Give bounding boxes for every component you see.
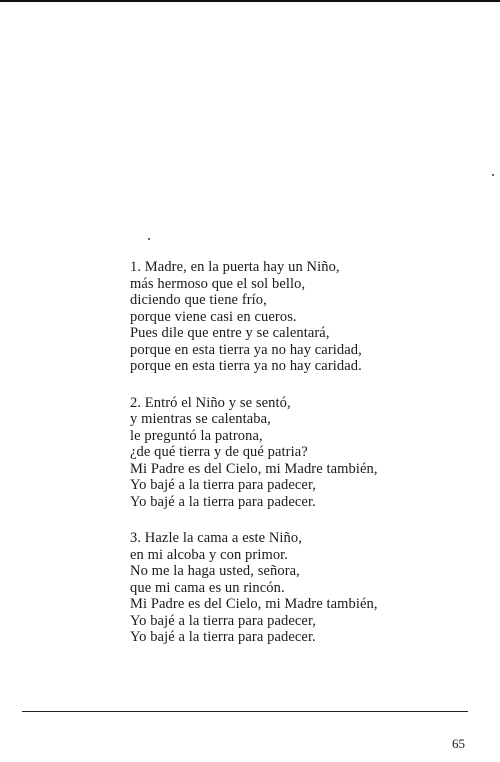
stanza-3 — [130, 530, 470, 646]
poem-line: le preguntó la patrona, — [130, 427, 263, 444]
poem-line: 3. Hazle la cama a este Niño, — [130, 530, 302, 546]
poem-line: porque viene casi en cueros. — [130, 308, 297, 325]
poem-line: porque en esta tierra ya no hay caridad, — [130, 341, 362, 358]
poem-line: Yo bajé a la tierra para padecer. — [130, 629, 316, 645]
poem-line: ¿de qué tierra y de qué patria? — [130, 444, 308, 460]
poem-line: Pues dile que entre y se calentará, — [130, 325, 330, 341]
poem-line: más hermoso que el sol bello, — [130, 275, 306, 292]
poem-line: 1. Madre, en la puerta hay un Niño, — [130, 259, 340, 275]
poem-line: Yo bajé a la tierra para padecer, — [130, 477, 317, 493]
poem-line: Mi Padre es del Cielo, mi Madre también, — [130, 596, 378, 612]
poem-line: Yo bajé a la tierra para padecer, — [130, 612, 317, 629]
poem-line: y mientras se calentaba, — [130, 411, 271, 427]
poem-line: que mi cama es un rincón. — [130, 579, 285, 596]
top-edge-rule — [0, 0, 500, 2]
poem-line: diciendo que tiene frío, — [130, 292, 267, 308]
poem-line: Mi Padre es del Cielo, mi Madre también, — [130, 460, 378, 477]
poem-line: 2. Entró el Niño y se sentó, — [130, 394, 291, 411]
print-speck — [148, 238, 150, 240]
poem — [130, 259, 470, 666]
stanza-2 — [130, 395, 470, 511]
poem-line: porque en esta tierra ya no hay caridad. — [130, 358, 362, 374]
poem-line: en mi alcoba y con primor. — [130, 546, 289, 563]
poem-line: Yo bajé a la tierra para padecer. — [130, 493, 316, 510]
stanza-1 — [130, 259, 470, 375]
print-speck — [492, 174, 494, 176]
page-number: 65 — [452, 736, 465, 751]
footer-rule — [22, 711, 468, 712]
poem-line: No me la haga usted, señora, — [130, 563, 300, 579]
